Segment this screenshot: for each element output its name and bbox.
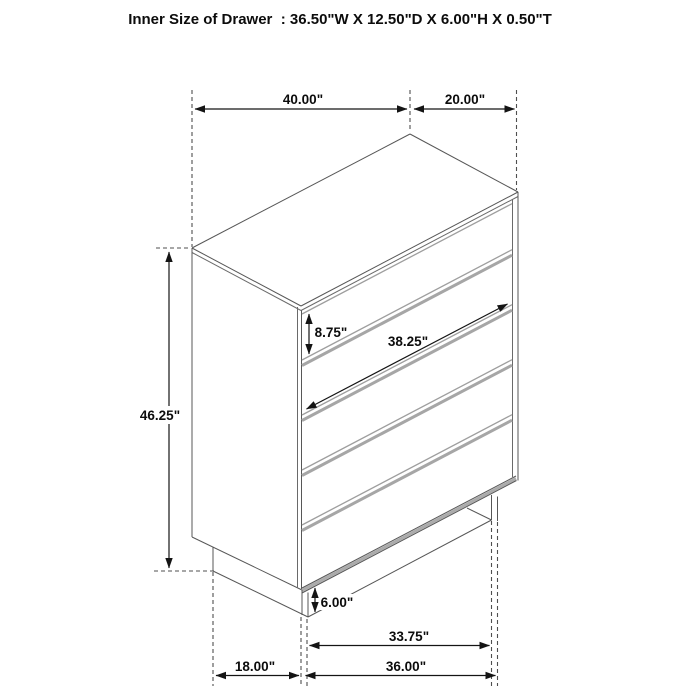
dim-drawer-inner-width-label: 38.25" <box>387 334 429 349</box>
dim-overall-width-label: 40.00" <box>282 92 324 107</box>
diagram-title: Inner Size of Drawer : 36.50"W X 12.50"D X 6.00"H X 0.50"T <box>128 11 552 28</box>
dim-overall-depth-label: 20.00" <box>444 92 486 107</box>
dim-bottom-depth-label: 18.00" <box>234 659 276 674</box>
dim-bottom-width-label: 36.00" <box>385 659 427 674</box>
dim-overall-height-label: 46.25" <box>139 408 181 423</box>
dim-leg-height-label: 6.00" <box>320 595 354 610</box>
dim-base-front-width-label: 33.75" <box>388 629 430 644</box>
dim-drawer-front-height-label: 8.75" <box>314 325 348 340</box>
